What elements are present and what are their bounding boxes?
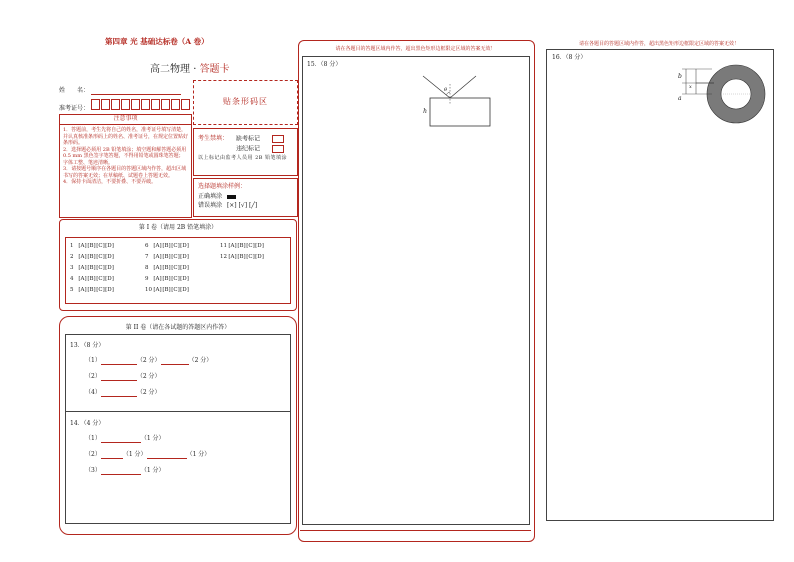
mc-option-bubble[interactable]: [B] — [237, 254, 246, 260]
mc-option-bubble[interactable]: [C] — [171, 265, 180, 271]
mc-option-bubble[interactable]: [B] — [87, 243, 96, 249]
mc-option-bubble[interactable]: [D] — [255, 254, 264, 260]
mc-option-bubble[interactable]: [D] — [105, 265, 114, 271]
mc-option-bubble[interactable]: [D] — [105, 276, 114, 282]
part1-title: 第 I 卷（请用 2B 铅笔填涂） — [138, 224, 218, 231]
mc-option-bubble[interactable]: [D] — [255, 243, 264, 249]
mc-question-row — [220, 243, 264, 249]
mc-option-bubble[interactable]: [B] — [87, 276, 96, 282]
id-digit-box[interactable] — [111, 99, 120, 110]
wrong-fill-label: 错误填涂 — [198, 202, 223, 209]
mc-option-bubble[interactable]: [B] — [237, 243, 246, 249]
mc-option-bubble[interactable]: [A] — [153, 276, 162, 282]
name-label: 姓 名： — [59, 87, 90, 95]
mc-option-bubble[interactable]: [B] — [162, 287, 171, 293]
b-label: b — [678, 73, 682, 80]
glass-block — [430, 98, 490, 126]
exam-marks-note: 以上标记由监考人员用 2B 铅笔填涂 — [198, 155, 288, 161]
title-dot: · — [193, 64, 197, 75]
id-digit-box[interactable] — [91, 99, 100, 110]
correct-fill-sample — [227, 195, 236, 199]
mc-option-bubble[interactable]: [A] — [153, 254, 162, 260]
fill-sample-box — [193, 178, 298, 217]
mc-option-bubble[interactable]: [D] — [180, 287, 189, 293]
q14-blank-1[interactable] — [101, 435, 141, 443]
exam-marks-title: 考生禁填： — [198, 135, 229, 142]
exam-marks-box — [193, 128, 298, 176]
notice-item: 3．请按题号顺序在各题目的答题区域内作答，超出区域书写的答案无效；在草稿纸、试题卷上答题无效。 — [63, 166, 187, 179]
mc-option-bubble[interactable]: [D] — [180, 254, 189, 260]
absent-mark-label: 缺考标记 — [236, 135, 261, 143]
card-title — [150, 60, 230, 75]
mc-option-bubble[interactable]: [C] — [96, 254, 105, 260]
mc-option-bubble[interactable]: [A] — [228, 243, 237, 249]
part1-box — [59, 219, 297, 311]
mc-option-bubble[interactable]: [D] — [180, 243, 189, 249]
q13-sub-4: （4） — [85, 389, 101, 397]
q14-blank-3[interactable] — [101, 467, 141, 475]
mc-option-bubble[interactable]: [C] — [171, 287, 180, 293]
mc-option-bubble[interactable]: [A] — [78, 287, 87, 293]
mc-option-bubble[interactable]: [D] — [180, 276, 189, 282]
mc-question-row — [70, 265, 114, 271]
id-digit-box[interactable] — [151, 99, 160, 110]
q13-score-4: （2 分） — [136, 389, 161, 397]
q13-line-2 — [85, 373, 161, 381]
q14-line-2 — [85, 451, 210, 459]
name-field[interactable] — [91, 87, 181, 95]
mc-option-bubble[interactable]: [D] — [105, 287, 114, 293]
q15-bottom-divider — [300, 530, 531, 531]
mc-option-bubble[interactable]: [A] — [228, 254, 237, 260]
mc-question-number: 4 — [70, 276, 74, 282]
mc-option-bubble[interactable]: [A] — [153, 265, 162, 271]
absent-mark-box[interactable] — [272, 135, 284, 143]
wrong-fill-samples: [×] [√] [╱] — [226, 202, 258, 209]
a-label: a — [678, 95, 682, 102]
mc-option-bubble[interactable]: [C] — [246, 243, 255, 249]
mc-option-bubble[interactable]: [C] — [96, 265, 105, 271]
q13-line-4 — [85, 389, 161, 397]
notice-item: 4．保持卡面清洁，不要折叠、不要弄破。 — [63, 179, 157, 185]
mc-question-number: 8 — [145, 265, 149, 271]
id-digit-box[interactable] — [131, 99, 140, 110]
q14-blank-2b[interactable] — [147, 451, 187, 459]
mc-question-row — [220, 254, 264, 260]
part2-box — [59, 316, 297, 535]
chapter-title: 第四章 光 基础达标卷（A 卷） — [105, 37, 209, 46]
id-boxes[interactable] — [91, 105, 191, 112]
q13-sub-2: （2） — [85, 373, 101, 381]
mc-option-bubble[interactable]: [A] — [78, 254, 87, 260]
mc-option-bubble[interactable]: [B] — [87, 254, 96, 260]
q14-blank-2a[interactable] — [101, 451, 123, 459]
q16-label: 16．（8 分） — [552, 54, 587, 61]
mc-question-number: 3 — [70, 265, 74, 271]
mc-option-bubble[interactable]: [C] — [171, 243, 180, 249]
q14-line-1 — [85, 435, 165, 443]
mc-option-bubble[interactable]: [C] — [246, 254, 255, 260]
mc-question-row — [70, 254, 114, 260]
mc-option-bubble[interactable]: [D] — [105, 254, 114, 260]
q13-score-1a: （2 分） — [136, 357, 161, 365]
mc-question-row — [70, 287, 114, 293]
mc-option-bubble[interactable]: [B] — [87, 287, 96, 293]
mc-question-number: 12 — [220, 254, 227, 260]
mc-question-number: 5 — [70, 287, 74, 293]
mc-option-bubble[interactable]: [B] — [162, 265, 171, 271]
notice-item: 2．选择题必须用 2B 铅笔填涂；填空题和解答题必须用 0.5 mm 黑色签字笔答题，不得用铅笔或圆珠笔答题；字体工整、笔迹清晰。 — [63, 146, 187, 166]
mc-option-bubble[interactable]: [B] — [162, 254, 171, 260]
q13-score-2: （2 分） — [136, 373, 161, 381]
id-digit-box[interactable] — [181, 99, 190, 110]
q14-line-3 — [85, 467, 165, 475]
mc-question-number: 11 — [220, 243, 227, 249]
q13-blank-2[interactable] — [101, 373, 137, 381]
q15-figure — [418, 70, 508, 130]
q14-sub-3: （3） — [85, 467, 101, 475]
notice-title: 注意事项 — [60, 115, 191, 125]
mc-option-bubble[interactable]: [B] — [87, 265, 96, 271]
q14-score-3: （1 分） — [140, 467, 165, 475]
mc-option-bubble[interactable]: [A] — [78, 276, 87, 282]
mc-question-row — [145, 243, 189, 249]
id-label: 准考证号： — [59, 105, 90, 112]
barcode-label: 贴条形码区 — [223, 97, 268, 106]
mc-option-bubble[interactable]: [B] — [162, 276, 171, 282]
mc-option-bubble[interactable]: [A] — [78, 265, 87, 271]
mc-question-number: 1 — [70, 243, 74, 249]
barcode-area — [193, 80, 298, 125]
mc-question-number: 6 — [145, 243, 149, 249]
mc-question-row — [145, 254, 189, 260]
notice-item: 1．答题前，考生先将自己的姓名，准考证号填写清楚，并认真核准条形码上的姓名、准考证号，在规定位置贴好条形码。 — [63, 127, 189, 146]
q13-blank-1b[interactable] — [161, 357, 189, 365]
mc-question-number: 7 — [145, 254, 149, 260]
mc-question-number: 10 — [145, 287, 152, 293]
mc-question-row — [70, 243, 114, 249]
mc-option-bubble[interactable]: [C] — [171, 254, 180, 260]
mc-option-bubble[interactable]: [C] — [96, 287, 105, 293]
answer-card-label: 答题卡 — [199, 64, 230, 75]
mc-option-bubble[interactable]: [A] — [153, 287, 162, 293]
mc-option-bubble[interactable]: [D] — [105, 243, 114, 249]
id-digit-box[interactable] — [161, 99, 170, 110]
part2-title: 第 II 卷（请在各试题的答题区内作答） — [125, 324, 231, 331]
mc-option-bubble[interactable]: [D] — [180, 265, 189, 271]
q14-score-2b: （1 分） — [186, 451, 211, 459]
subject-label: 高二物理 — [150, 64, 190, 75]
id-digit-box[interactable] — [121, 99, 130, 110]
notice-box — [59, 114, 192, 218]
mc-option-bubble[interactable]: [A] — [153, 243, 162, 249]
mc-question-number: 9 — [145, 276, 149, 282]
mc-question-row — [145, 287, 189, 293]
h-label: h — [423, 108, 427, 115]
mc-option-bubble[interactable]: [C] — [96, 276, 105, 282]
id-digit-box[interactable] — [141, 99, 150, 110]
q13-blank-1a[interactable] — [101, 357, 137, 365]
x-label: x — [689, 84, 692, 90]
q13-line-1 — [85, 357, 212, 365]
q13-score-1b: （2 分） — [188, 357, 213, 365]
id-digit-box[interactable] — [171, 99, 180, 110]
id-digit-box[interactable] — [101, 99, 110, 110]
q16-figure — [674, 63, 770, 125]
mc-option-bubble[interactable]: [C] — [96, 243, 105, 249]
q13-label: 13．（8 分） — [70, 342, 105, 349]
q15-label: 15．（8 分） — [307, 61, 342, 68]
violation-mark-box[interactable] — [272, 145, 284, 153]
name-row — [59, 87, 181, 95]
mc-option-bubble[interactable]: [B] — [162, 243, 171, 249]
mc-question-row — [145, 276, 189, 282]
mc-option-bubble[interactable]: [C] — [171, 276, 180, 282]
mc-question-row — [70, 276, 114, 282]
q13-sub-1: （1） — [85, 357, 101, 365]
q13-blank-4[interactable] — [101, 389, 137, 397]
theta-label: θ — [444, 87, 448, 93]
q14-score-2a: （1 分） — [122, 451, 147, 459]
q14-sub-2: （2） — [85, 451, 101, 459]
q14-score-1: （1 分） — [140, 435, 165, 443]
part2-divider — [65, 411, 290, 412]
correct-fill-label: 正确填涂 — [198, 193, 223, 200]
mc-question-row — [145, 265, 189, 271]
mc-question-number: 2 — [70, 254, 74, 260]
q15-warning: 请在各题目的答题区域内作答，超出黑色矩形边框限定区域的答案无效！ — [335, 46, 496, 52]
incident-ray-right — [450, 76, 476, 98]
id-row — [59, 99, 191, 113]
mc-option-bubble[interactable]: [A] — [78, 243, 87, 249]
q14-label: 14．（4 分） — [70, 420, 105, 427]
violation-mark-label: 违纪标记 — [236, 145, 261, 153]
fill-sample-title: 选择题填涂样例： — [198, 183, 247, 190]
q16-warning: 请在各题目的答题区域内作答，超出黑色矩形边框限定区域的答案无效！ — [578, 41, 739, 47]
q14-sub-1: （1） — [85, 435, 101, 443]
